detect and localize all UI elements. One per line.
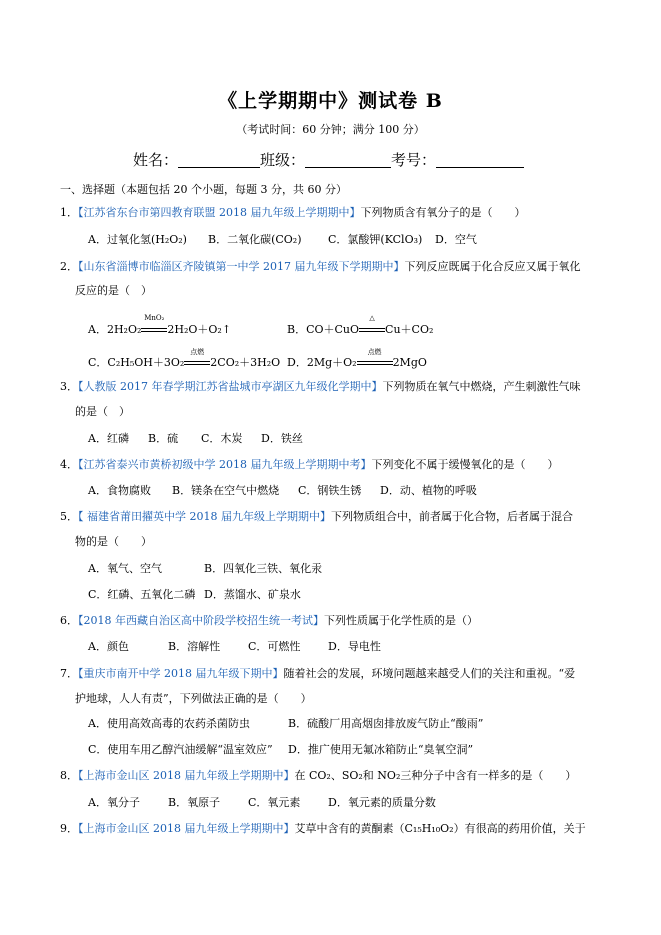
option-d: D．2Mg＋O₂ 点燃 2MgO: [287, 348, 427, 369]
question-number: 7．: [60, 667, 78, 680]
option-c: C．红磷、五氧化二磷: [88, 588, 196, 601]
question-8-options: [88, 796, 436, 810]
question-4: [60, 458, 559, 472]
question-8: [60, 769, 576, 783]
question-2: [60, 260, 581, 274]
question-2-cont: 反应的是（ ）: [75, 284, 152, 297]
question-text: 下列性质属于化学性质的是（）: [324, 614, 478, 627]
reaction-condition: MnO₂: [144, 314, 165, 322]
question-source: 【人教版 2017 年春学期江苏省盐城市亭湖区九年级化学期中】: [78, 380, 383, 393]
question-text: 在 CO₂、SO₂和 NO₂三种分子中含有一样多的是（ ）: [294, 769, 577, 782]
option-c: C．木炭: [201, 432, 243, 445]
question-1-options: [88, 233, 477, 247]
question-9: [60, 822, 586, 836]
question-3-cont: 的是（ ）: [75, 405, 130, 418]
reaction-condition: 点燃: [190, 348, 205, 356]
question-1: [60, 206, 526, 220]
question-7-options-row2: [88, 743, 473, 757]
question-text: 下列物质含有氧分子的是（ ）: [360, 206, 526, 219]
option-d: D．动、植物的呼吸: [380, 484, 477, 497]
page-title: 《上学期期中》测试卷 B: [218, 90, 443, 112]
option-d: D．推广使用无氟冰箱防止“臭氧空洞”: [288, 743, 474, 756]
option-d: D．氧元素的质量分数: [328, 796, 436, 809]
option-a: A．颜色: [88, 640, 129, 653]
question-source: 【上海市金山区 2018 届九年级上学期期中】: [78, 769, 295, 782]
question-source: 【 福建省莆田擢英中学 2018 届九年级上学期期中】: [78, 510, 331, 523]
option-d: D．蒸馏水、矿泉水: [204, 588, 301, 601]
option-c: C．C₂H₅OH＋3O₂ 点燃 2CO₂＋3H₂O: [88, 348, 281, 369]
option-b: B．硫: [148, 432, 179, 445]
option-b: B．二氧化碳(CO₂): [208, 233, 302, 246]
question-source: 【江苏省东台市第四教育联盟 2018 届九年级上学期期中】: [78, 206, 361, 219]
option-a: A．过氧化氢(H₂O₂): [88, 233, 187, 246]
class-label: 班级：: [260, 151, 306, 169]
question-number: 8．: [60, 769, 78, 782]
question-text: 下列变化不属于缓慢氧化的是（ ）: [371, 458, 559, 471]
option-c: C．使用车用乙醇汽油缓解“温室效应”: [88, 743, 273, 756]
option-d: D．导电性: [328, 640, 381, 653]
reaction-condition: △: [369, 314, 375, 322]
question-text: 下列反应既属于化合反应又属于氧化: [404, 260, 581, 273]
option-d: D．空气: [435, 233, 477, 246]
question-6: [60, 614, 478, 628]
option-c: C．氯酸钾(KClO₃): [328, 233, 423, 246]
question-6-options: [88, 640, 381, 654]
option-b: B．溶解性: [168, 640, 221, 653]
option-c: C．钢铁生锈: [298, 484, 362, 497]
question-source: 【山东省淄博市临淄区齐陵镇第一中学 2017 届九年级下学期期中】: [78, 260, 405, 273]
question-3-options: [88, 432, 303, 446]
option-a: A．2H₂O₂ MnO₂ 2H₂O＋O₂↑: [88, 314, 232, 336]
reaction-condition: 点燃: [367, 348, 382, 356]
option-a: A．使用高效高毒的农药杀菌防虫: [88, 717, 250, 730]
class-blank: [305, 151, 391, 168]
question-text: 下列物质在氧气中燃烧，产生刺激性气味: [382, 380, 581, 393]
question-7: [60, 667, 575, 681]
question-3: [60, 380, 581, 394]
question-number: 3．: [60, 380, 78, 393]
question-5: [60, 510, 573, 524]
question-number: 1．: [60, 206, 78, 219]
option-a: A．氧分子: [88, 796, 140, 809]
question-source: 【上海市金山区 2018 届九年级上学期期中】: [78, 822, 295, 835]
option-c: C．可燃性: [248, 640, 301, 653]
question-text: 下列物质组合中，前者属于化合物，后者属于混合: [330, 510, 573, 523]
option-a: A．食物腐败: [88, 484, 151, 497]
question-4-options: [88, 484, 477, 498]
option-b: B．四氧化三铁、氧化汞: [204, 562, 323, 575]
option-b: B．硫酸厂用高烟囱排放废气防止“酸雨”: [288, 717, 484, 730]
section-heading: 一、选择题（本题包括 20 个小题，每题 3 分，共 60 分）: [60, 183, 347, 196]
exam-time-note: （考试时间：60 分钟；满分 100 分）: [236, 123, 425, 136]
question-5-options-row2: [88, 588, 301, 602]
question-number: 9．: [60, 822, 78, 835]
name-label: 姓名：: [133, 151, 179, 169]
question-source: 【2018 年西藏自治区高中阶段学校招生统一考试】: [78, 614, 324, 627]
option-b: B．镁条在空气中燃烧: [172, 484, 280, 497]
number-blank: [436, 151, 524, 168]
question-number: 4．: [60, 458, 78, 471]
option-d: D．铁丝: [261, 432, 303, 445]
question-5-options-row1: [88, 562, 322, 576]
option-b: B．CO＋CuO △ Cu＋CO₂: [287, 314, 434, 336]
option-a: A．红磷: [88, 432, 129, 445]
question-text: 随着社会的发展，环境问题越来越受人们的关注和重视。“爱: [283, 667, 576, 680]
option-b: B．氧原子: [168, 796, 221, 809]
question-5-cont: 物的是（ ）: [75, 535, 152, 548]
option-a: A．氧气、空气: [88, 562, 162, 575]
question-source: 【江苏省泰兴市黄桥初级中学 2018 届九年级上学期期中考】: [78, 458, 372, 471]
question-text: 艾草中含有的黄酮素（C₁₅H₁₀O₂）有很高的药用价值，关于: [294, 822, 586, 835]
question-7-cont: 护地球，人人有责”，下列做法正确的是（ ）: [75, 692, 312, 705]
student-info-line: [133, 149, 524, 170]
name-blank: [178, 151, 260, 168]
question-number: 6．: [60, 614, 78, 627]
option-c: C．氧元素: [248, 796, 301, 809]
number-label: 考号：: [391, 151, 437, 169]
question-number: 2．: [60, 260, 78, 273]
question-7-options-row1: [88, 717, 483, 731]
question-source: 【重庆市南开中学 2018 届九年级下期中】: [78, 667, 284, 680]
question-number: 5．: [60, 510, 78, 523]
